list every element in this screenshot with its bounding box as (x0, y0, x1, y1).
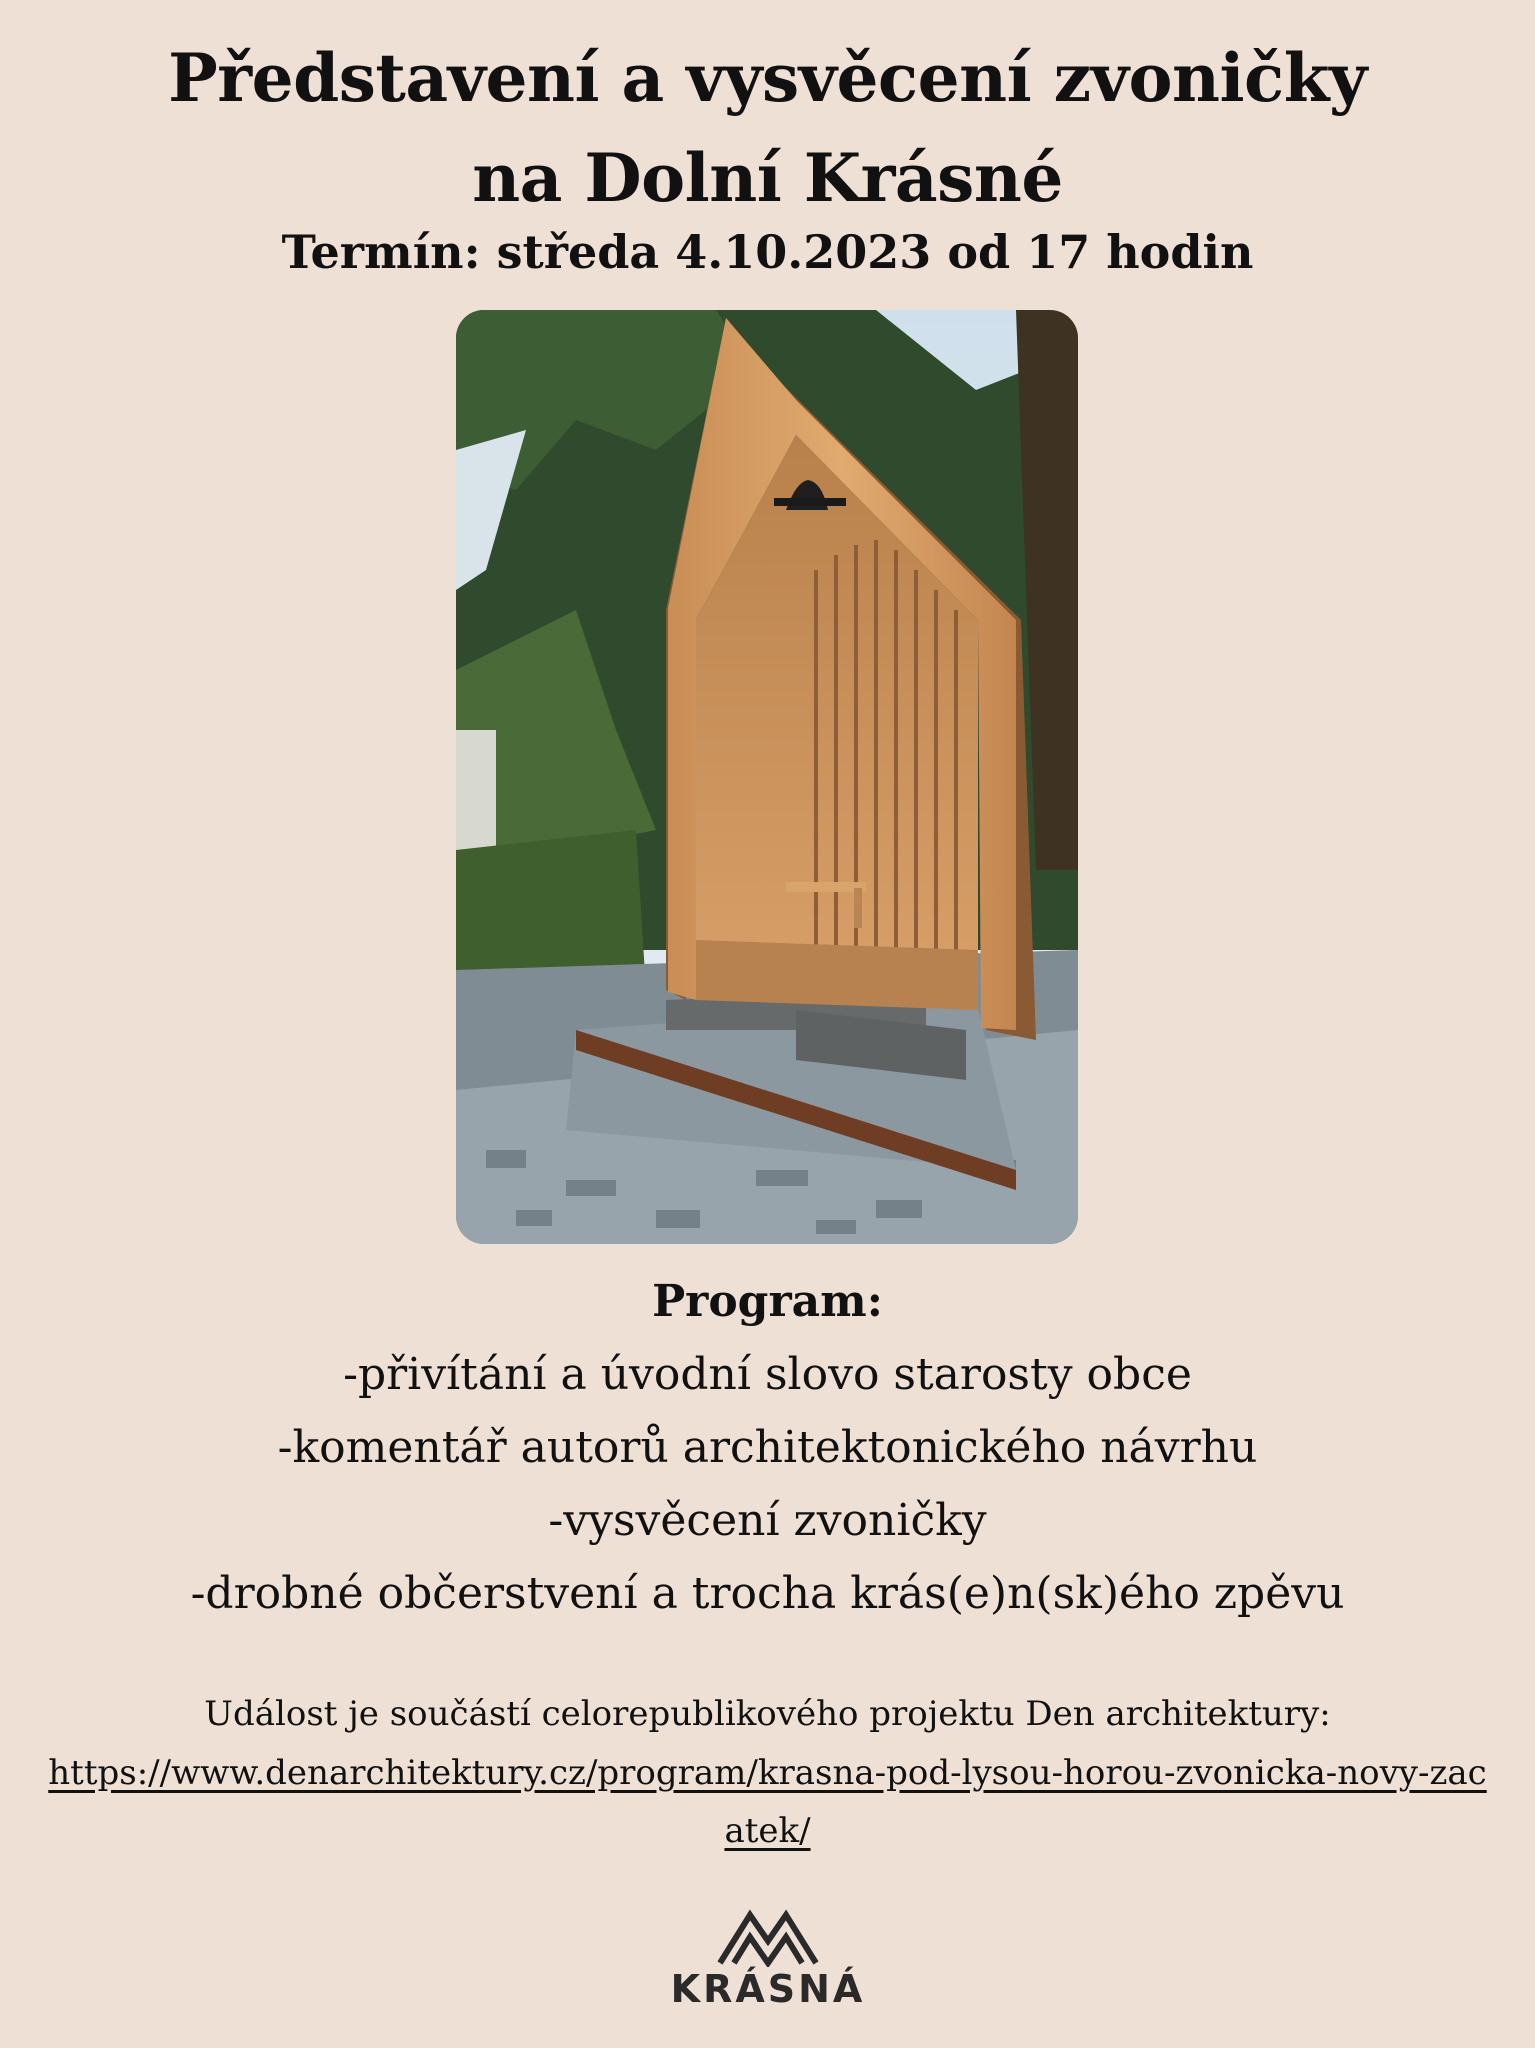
program-list (0, 1338, 1535, 1630)
program-heading: Program: (652, 1276, 883, 1327)
project-note: Událost je součástí celorepublikového projektu Den architektury: (204, 1694, 1331, 1734)
title-line-1: Představení a vysvěcení zvoničky (168, 39, 1367, 117)
project-link[interactable]: https://www.denarchitektury.cz/program/krasna-pod-lysou-horou-zvonicka-novy-zacatek/ (48, 1753, 1487, 1851)
program-item: -vysvěcení zvoničky (548, 1495, 987, 1546)
event-date: Termín: středa 4.10.2023 od 17 hodin (281, 225, 1254, 279)
program-item: -přivítání a úvodní slovo starosty obce (343, 1349, 1192, 1400)
title-line-2: na Dolní Krásné (472, 139, 1063, 217)
krasna-logo (670, 1905, 866, 2025)
logo-text: KRÁSNÁ (670, 1967, 866, 2011)
poster-title (0, 28, 1535, 228)
program-item: -komentář autorů architektonického návrhu (277, 1422, 1258, 1473)
bell-tower-photo (456, 310, 1078, 1244)
mountain-logo-icon (716, 1905, 820, 1967)
program-item: -drobné občerstvení a trocha krás(e)n(sk)ého zpěvu (190, 1568, 1345, 1619)
